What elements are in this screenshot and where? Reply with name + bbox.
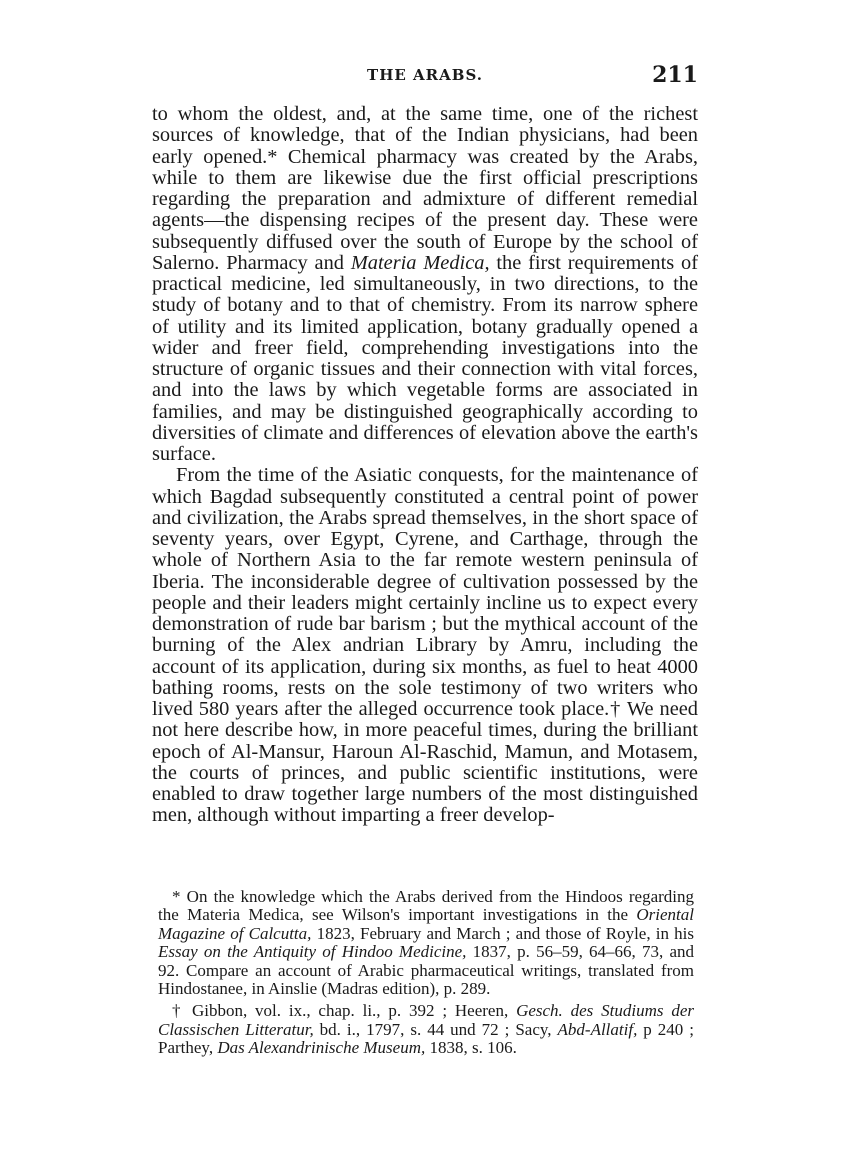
- italic-text-run: Oriental Magazine of Calcutta,: [158, 905, 694, 943]
- text-run: From the time of the Asiatic conquests, for the maintenance of which Bagdad subsequently constituted a central point of power and civilization, the Arabs spread themselves, in the short space of seventy years, over Egypt, Cyrene, and Carthage, through the whole of Northern Asia to the far remote western peninsula of Iberia. The inconsiderable degree of cultivation possessed by the people and their leaders might certainly incline us to expect every demonstration of rude bar barism ; but the mythical account of the burning of the Alex andrian Library by Amru, including the account of its application, during six months, as fuel to heat 4000 bathing rooms, rests on the sole testimony of two writers who lived 580 years after the alleged occurrence took place.† We need not here describe how, in more peaceful times, during the brilliant epoch of Al-Mansur, Haroun Al-Raschid, Mamun, and Motasem, the courts of princes, and public scientific institutions, were enabled to draw together large numbers of the most distinguished men, although without imparting a freer develop-: [152, 464, 698, 827]
- text-run: 1837, p. 56–59, 64–66, 73, and 92. Compare an account of Arabic pharmaceutical writings, translated from Hindostanee, in Ainslie (Madras edition), p. 289.: [158, 942, 694, 999]
- footnotes: [158, 888, 694, 1062]
- italic-text-run: Essay on the Antiquity of Hindoo Medicine,: [158, 942, 467, 962]
- text-run: to whom the oldest, and, at the same time, one of the richest sources of knowledge, that of the Indian physicians, had been early opened.* Chemical pharmacy was created by the Arabs, while to them are likewise due the first official prescriptions regarding the preparation and admixture of different remedial agents—the dispensing recipes of the present day. These were subsequently diffused over the south of Europe by the school of Salerno. Pharmacy and: [152, 103, 698, 274]
- text-run: † Gibbon, vol. ix., chap. li., p. 392 ; Heeren,: [172, 1001, 517, 1021]
- text-run: bd. i., 1797, s. 44 und 72 ; Sacy,: [313, 1019, 558, 1039]
- body-paragraph-2: [152, 465, 698, 826]
- text-run: the first requirements of practical medicine, led simultaneously, in two directions, to the study of botany and to that of chemistry. From its narrow sphere of utility and its limited application, botany gradually opened a wider and freer field, comprehending investigations into the structure of organic tissues and their connection with vital forces, and into the laws by which vegetable forms are associated in families, and may be distinguished geographically according to diversities of climate and differences of elevation above the earth's surface.: [152, 251, 699, 465]
- footnote-2: [158, 1002, 694, 1057]
- body-text: [152, 104, 698, 827]
- italic-text-run: Das Alexandrinische Museum,: [217, 1038, 426, 1058]
- text-run: * On the knowledge which the Arabs derived from the Hindoos regarding the Materia Medica, see Wilson's important investigations in the: [158, 887, 694, 925]
- italic-text-run: Materia Medica,: [350, 251, 490, 274]
- running-head: THE ARABS.: [367, 66, 483, 84]
- page-header: [152, 62, 698, 88]
- page-number: 211: [652, 62, 698, 88]
- text-run: 1823, February and March ; and those of Royle, in his: [311, 923, 694, 943]
- body-paragraph-1: [152, 104, 698, 465]
- italic-text-run: Abd-Allatif,: [557, 1019, 638, 1039]
- italic-text-run: Gesch. des Studiums der Classischen Litteratur,: [158, 1001, 694, 1039]
- footnote-1: [158, 888, 694, 998]
- text-run: 1838, s. 106.: [425, 1038, 517, 1058]
- text-run: p 240 ; Parthey,: [158, 1019, 694, 1058]
